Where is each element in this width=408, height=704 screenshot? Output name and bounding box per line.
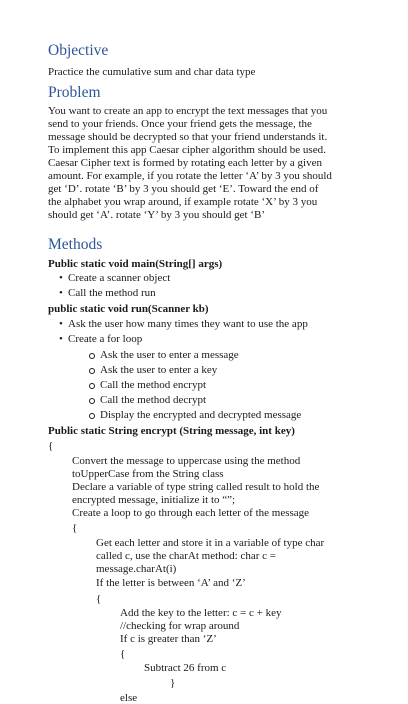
loop-body-line: Get each letter and store it in a variable of type char bbox=[96, 537, 325, 549]
encrypt-body-line: Declare a variable of type string called result to hold the bbox=[72, 481, 320, 493]
if-body-line: If c is greater than ‘Z’ bbox=[120, 633, 217, 645]
if-body-line: Add the key to the letter: c = c + key bbox=[120, 607, 282, 619]
run-item: • Ask the user how many times they want to use the app bbox=[68, 318, 308, 330]
loop-body-line: message.charAt(i) bbox=[96, 563, 177, 575]
problem-heading: Problem bbox=[48, 84, 101, 101]
main-item: • Call the method run bbox=[68, 287, 156, 299]
run-method-signature: public static void run(Scanner kb) bbox=[48, 303, 209, 315]
problem-line: send to your friends. Once your friend gets the message, the bbox=[48, 118, 312, 130]
loop-item: Ask the user to enter a key bbox=[100, 364, 218, 376]
open-brace: { bbox=[120, 648, 126, 660]
main-item: • Create a scanner object bbox=[68, 272, 170, 284]
close-brace: } bbox=[170, 677, 176, 689]
loop-body-line: called c, use the charAt method: char c = bbox=[96, 550, 276, 562]
loop-item: Display the encrypted and decrypted message bbox=[100, 409, 302, 421]
loop-item: Ask the user to enter a message bbox=[100, 349, 239, 361]
loop-body-line: If the letter is between ‘A’ and ‘Z’ bbox=[96, 577, 246, 589]
problem-line: Caesar Cipher text is formed by rotating each letter by a given bbox=[48, 157, 322, 169]
problem-line: should get ‘A’. rotate ‘Y’ by 3 you should get ‘B’ bbox=[48, 209, 266, 221]
run-item: • Create a for loop bbox=[68, 333, 142, 345]
encrypt-body-line: encrypted message, initialize it to “”; bbox=[72, 494, 236, 506]
if-body-line: //checking for wrap around bbox=[120, 620, 240, 632]
encrypt-body-line: Convert the message to uppercase using the method bbox=[72, 455, 301, 467]
problem-line: message should be decrypted so that your friend understands it. bbox=[48, 131, 328, 143]
objective-text: Practice the cumulative sum and char data type bbox=[48, 66, 256, 78]
open-brace: { bbox=[72, 522, 78, 534]
problem-line: You want to create an app to encrypt the text messages that you bbox=[48, 105, 328, 117]
problem-line: get ‘D’. rotate ‘B’ by 3 you should get ‘E’. Toward the end of bbox=[48, 183, 319, 195]
inner-body-line: Subtract 26 from c bbox=[144, 662, 227, 674]
loop-item: Call the method encrypt bbox=[100, 379, 206, 391]
open-brace: { bbox=[48, 440, 54, 452]
encrypt-method-signature: Public static String encrypt (String message, int key) bbox=[48, 425, 295, 437]
encrypt-body-line: Create a loop to go through each letter of the message bbox=[72, 507, 310, 519]
loop-item: Call the method decrypt bbox=[100, 394, 206, 406]
else-line: else bbox=[120, 692, 138, 704]
problem-line: To implement this app Caesar cipher algorithm should be used. bbox=[48, 144, 326, 156]
objective-heading: Objective bbox=[48, 42, 109, 59]
open-brace: { bbox=[96, 593, 102, 605]
encrypt-body-line: toUpperCase from the String class bbox=[72, 468, 224, 480]
problem-line: amount. For example, if you rotate the letter ‘A’ by 3 you should bbox=[48, 170, 332, 182]
main-method-signature: Public static void main(String[] args) bbox=[48, 258, 223, 270]
methods-heading: Methods bbox=[48, 236, 103, 253]
problem-line: the alphabet you wrap around, if example rotate ‘X’ by 3 you bbox=[48, 196, 318, 208]
